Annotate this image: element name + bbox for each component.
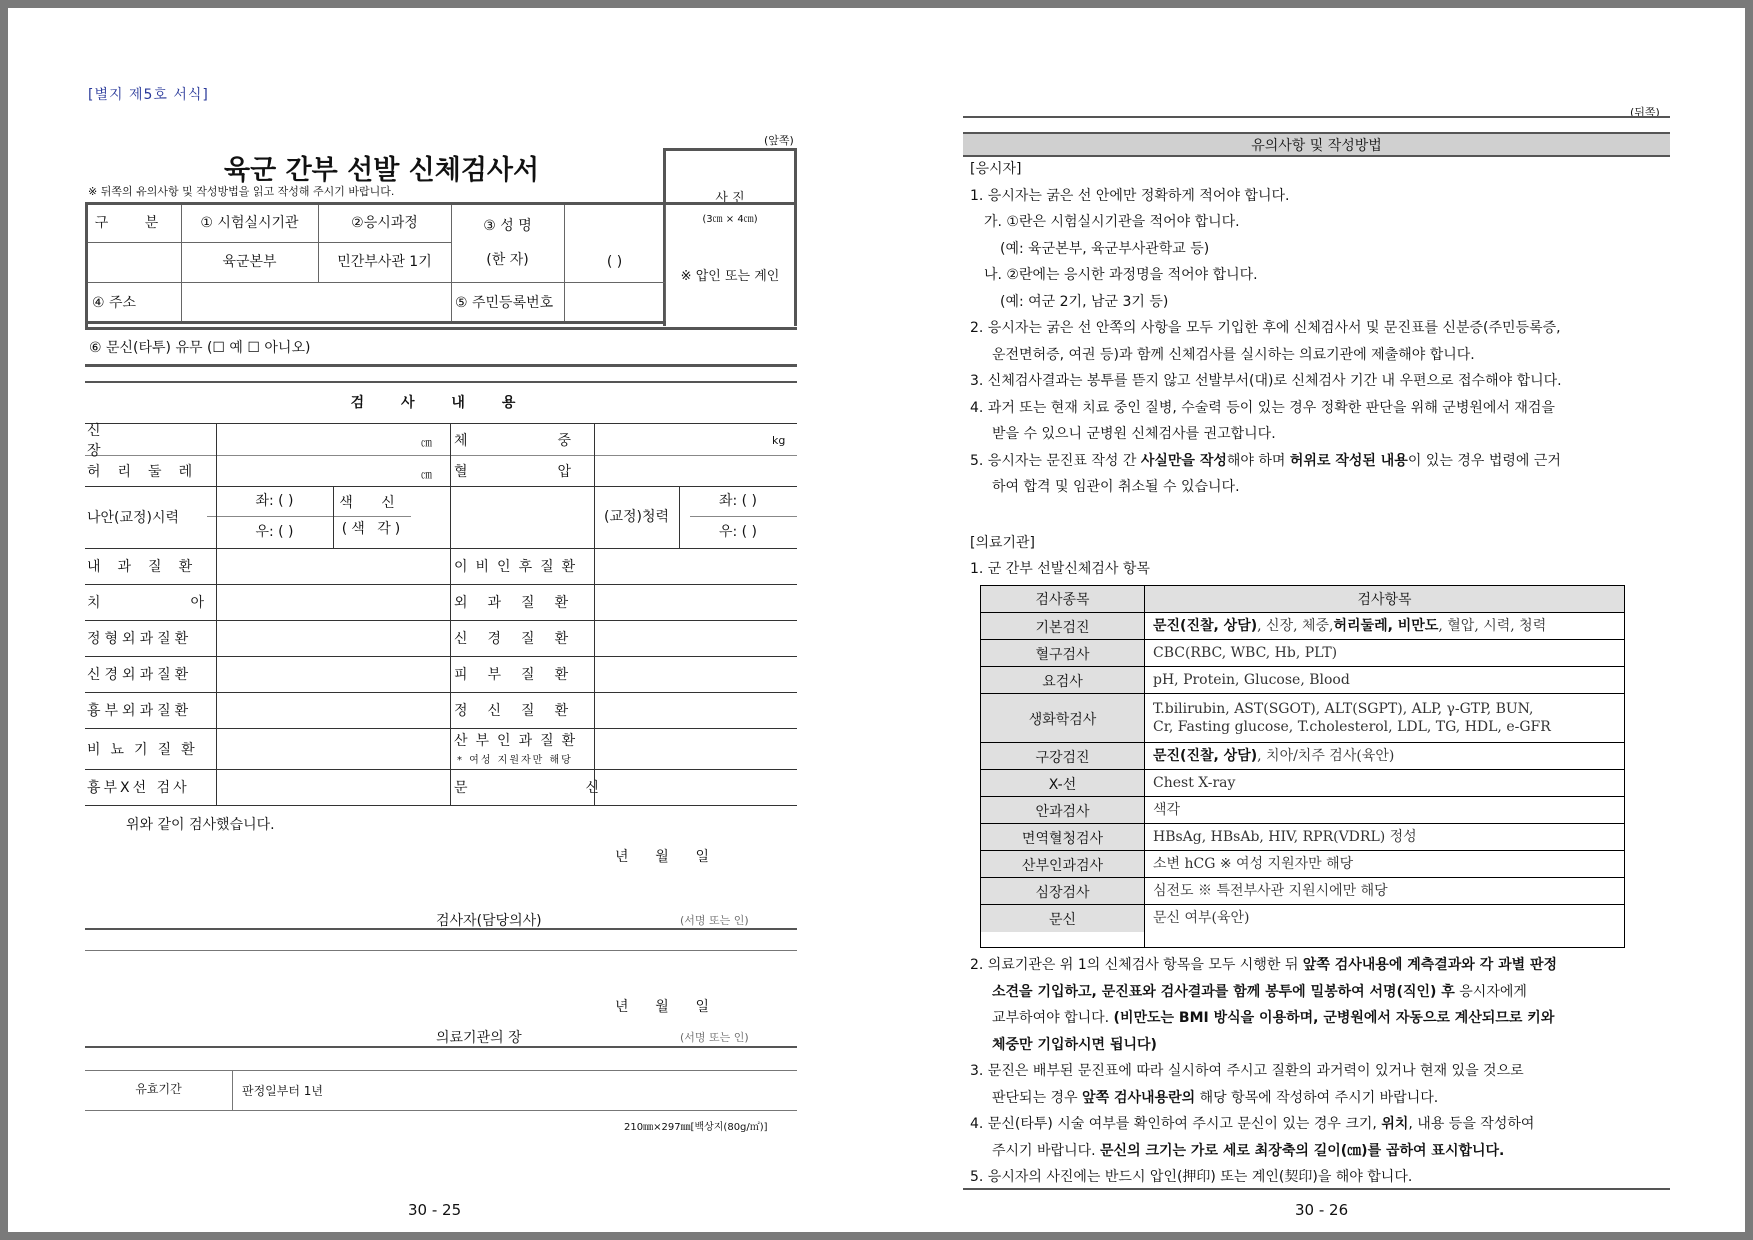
table-row: 산부인과검사 소변 hCG ※ 여성 지원자만 해당 <box>981 850 1624 878</box>
page-side-back: (뒤쪽) <box>1630 106 1660 119</box>
vision-label: 나안(교정)시력 <box>87 510 180 526</box>
institution-value[interactable]: 육군본부 <box>222 253 277 270</box>
applicant-notes <box>970 156 1670 501</box>
document-sheet <box>8 8 1745 1232</box>
note-a1a: 가. ①란은 시험실시기관을 적어야 합니다. <box>984 214 1240 230</box>
table-row: 혈구검사 CBC(RBC, WBC, Hb, PLT) <box>981 639 1624 667</box>
uro-label: 비뇨기질환 <box>87 741 205 758</box>
thoracic-label: 흉부외과질환 <box>87 703 193 719</box>
date-line-2[interactable]: 년 월 일 <box>615 999 709 1015</box>
note-a5-line1: 5. 응시자는 문진표 작성 간 사실만을 작성해야 하며 허위로 작성된 내용이 있는 경우 법령에 근거 <box>970 452 1561 469</box>
address-label: ④ 주소 <box>92 294 137 311</box>
xray-label: 흉부X선 검사 <box>87 780 190 796</box>
note-m2-line1: 2. 의료기관은 위 1의 신체검사 항목을 모두 시행한 뒤 앞쪽 검사내용에 계측결과와 각 과별 판정 <box>970 957 1558 973</box>
note-a2-line2: 운전면허증, 여권 등)과 함께 신체검사를 실시하는 의료기관에 제출해야 합니다. <box>992 346 1475 363</box>
note-m2-line2: 소견을 기입하고, 문진표와 검사결과를 함께 봉투에 밀봉하여 서명(직인) 후 응시자에게 <box>992 983 1527 1000</box>
note-m2-line3: 교부하여야 합니다. (비만도는 BMI 방식을 이용하며, 군병원에서 자동으로 계산되므로 키와 <box>992 1010 1555 1026</box>
ent-label: 이비인후질환 <box>454 559 584 575</box>
note-m3-line1: 3. 문진은 배부된 문진표에 따라 실시하여 주시고 질환의 과거력이 있거나 현재 있을 것으로 <box>970 1063 1524 1079</box>
note-a3: 3. 신체검사결과는 봉투를 뜯지 않고 선발부서(대)로 신체검사 기간 내 우편으로 접수해야 합니다. <box>970 373 1562 389</box>
exam-items-table <box>980 585 1625 948</box>
table-row: 기본검진 문진(진찰, 상담) , 신장, 체중, 허리둘레, 비만도 , 혈압, 시력, 청력 <box>981 612 1624 640</box>
validity-value: 판정일부터 1년 <box>242 1083 324 1098</box>
internal-label: 내과질환 <box>87 559 210 575</box>
hanja-header: (한 자) <box>486 251 529 268</box>
table-header-items: 검사항목 <box>1145 586 1624 612</box>
neurosurg-label: 신경외과질환 <box>87 667 193 683</box>
form-number: [별지 제5호 서식] <box>88 87 209 103</box>
examiner-sign[interactable]: (서명 또는 인) <box>680 914 749 927</box>
table-row: 구강검진 문진(진찰, 상담) , 치아/치주 검사(육안) <box>981 742 1624 770</box>
note-a5-line2: 하여 합격 및 임관이 취소될 수 있습니다. <box>992 479 1240 495</box>
tattoo-presence-row[interactable]: ⑥ 문신(타투) 유무 (☐ 예 ☐ 아니오) <box>89 340 311 356</box>
form-title: 육군 간부 선발 신체검사서 <box>224 155 540 186</box>
table-row: 심장검사 심전도 ※ 특전부사관 지원시에만 해당 <box>981 877 1624 905</box>
dental-label: 치아 <box>87 595 295 611</box>
note-m5: 5. 응시자의 사진에는 반드시 압인(押印) 또는 계인(契印)을 해야 합니다. <box>970 1169 1413 1185</box>
bp-label: 혈압 <box>454 463 662 480</box>
vision-right[interactable]: 우: ( ) <box>255 523 294 540</box>
director-sign[interactable]: (서명 또는 인) <box>680 1031 749 1044</box>
waist-label: 허리둘레 <box>87 463 210 480</box>
height-label: 신장 <box>87 422 191 459</box>
div-header: 구 분 <box>94 215 175 232</box>
ortho-label: 정형외과질환 <box>87 631 193 647</box>
exam-section-title: 검 사 내 용 <box>350 394 532 411</box>
note-m2-line4: 체중만 기입하시면 됩니다) <box>992 1036 1157 1053</box>
hanja-field[interactable]: ( ) <box>606 253 623 270</box>
table-row: 생화학검사 T.bilirubin, AST(SGOT), ALT(SGPT), ALP, γ-GTP, BUN, Cr, Fasting glucose, T.cholesterol, LDL, TG, HDL, e-GFR <box>981 693 1624 743</box>
form-notice: ※ 뒤쪽의 유의사항 및 작성방법을 읽고 작성해 주시기 바랍니다. <box>88 185 395 198</box>
hearing-left[interactable]: 좌: ( ) <box>718 492 758 509</box>
photo-label: 사 진 <box>715 191 745 206</box>
waist-unit: ㎝ <box>421 468 432 481</box>
note-a2-line1: 2. 응시자는 굵은 선 안쪽의 사항을 모두 기입한 후에 신체검사서 및 문진표를 신분증(주민등록증, <box>970 320 1561 336</box>
psych-label: 정신질환 <box>454 703 589 719</box>
table-row: X-선 Chest X-ray <box>981 769 1624 797</box>
applicant-form-table <box>85 202 797 330</box>
note-a4-line1: 4. 과거 또는 현재 치료 중인 질병, 수술력 등이 있는 경우 정확한 판단을 위해 군병원에서 재검을 <box>970 399 1555 416</box>
table-row: 안과검사 색각 <box>981 796 1624 824</box>
note-m3-line2: 판단되는 경우 앞쪽 검사내용란의 해당 항목에 작성하여 주시기 바랍니다. <box>992 1089 1439 1106</box>
note-m1: 1. 군 간부 선발신체검사 항목 <box>970 561 1150 577</box>
exam-table <box>85 423 797 806</box>
note-a4-line2: 받을 수 있으니 군병원 신체검사를 권고합니다. <box>992 426 1276 442</box>
medical-title: [의료기관] <box>970 535 1036 551</box>
applicant-title: [응시자] <box>970 161 1022 177</box>
rrn-label: ⑤ 주민등록번호 <box>455 294 554 311</box>
color-sense-label: 색 신 <box>339 494 407 511</box>
director-label: 의료기관의 장 <box>436 1030 522 1046</box>
hearing-right[interactable]: 우: ( ) <box>718 523 758 540</box>
validity-label: 유효기간 <box>135 1082 182 1097</box>
weight-unit: kg <box>772 434 786 447</box>
table-row: 문신 문신 여부(육안) <box>981 904 1624 932</box>
obgyn-note: * 여성 지원자만 해당 <box>457 754 573 766</box>
color-sense-sub: (색 각) <box>341 520 405 537</box>
page-number-left: 30 - 25 <box>408 1201 462 1219</box>
checked-statement: 위와 같이 검사했습니다. <box>126 817 275 833</box>
name-header: ③ 성 명 <box>483 217 532 234</box>
photo-note: ※ 압인 또는 계인 <box>680 269 780 284</box>
height-unit: ㎝ <box>421 436 432 449</box>
hearing-label: (교정)청력 <box>603 508 670 525</box>
neuro-label: 신경질환 <box>454 631 589 647</box>
tattoo-exam-label: 문신 <box>454 780 718 796</box>
table-row: 면역혈청검사 HBsAg, HBsAb, HIV, RPR(VDRL) 정성 <box>981 823 1624 851</box>
table-header-category: 검사종목 <box>981 586 1144 612</box>
medical-notes <box>970 952 1670 1191</box>
note-a1b: 나. ②란에는 응시한 과정명을 적어야 합니다. <box>984 267 1258 283</box>
course-value[interactable]: 민간부사관 1기 <box>337 253 432 270</box>
note-a1b-example: (예: 여군 2기, 남군 3기 등) <box>1000 293 1169 310</box>
notes-header-text: 유의사항 및 작성방법 <box>1251 137 1382 154</box>
note-m4-line2: 주시기 바랍니다. 문신의 크기는 가로 세로 최장축의 길이(㎝)를 곱하여 표시합니다. <box>992 1142 1505 1159</box>
note-a1a-example: (예: 육군본부, 육군부사관학교 등) <box>1000 240 1210 257</box>
table-row: 요검사 pH, Protein, Glucose, Blood <box>981 666 1624 694</box>
course-header: ②응시과정 <box>351 215 418 232</box>
date-line-1[interactable]: 년 월 일 <box>615 849 709 865</box>
paper-spec: 210㎜×297㎜[백상지(80g/㎡)] <box>624 1122 768 1133</box>
skin-label: 피부질환 <box>454 667 589 683</box>
obgyn-label: 산부인과질환 <box>454 733 584 749</box>
examiner-label: 검사자(담당의사) <box>436 913 542 929</box>
institution-header: ① 시험실시기관 <box>200 215 299 232</box>
note-m4-line1: 4. 문신(타투) 시술 여부를 확인하여 주시고 문신이 있는 경우 크기, 위치, 내용 등을 작성하여 <box>970 1116 1535 1132</box>
notes-header <box>963 132 1670 157</box>
note-a1: 1. 응시자는 굵은 선 안에만 정확하게 적어야 합니다. <box>970 187 1290 204</box>
surgery-label: 외과질환 <box>454 595 589 611</box>
page-side-front: (앞쪽) <box>764 134 794 147</box>
vision-left[interactable]: 좌: ( ) <box>255 492 294 509</box>
photo-size: (3㎝ × 4㎝) <box>702 214 758 225</box>
weight-label: 체중 <box>454 432 662 449</box>
page-number-right: 30 - 26 <box>1295 1201 1349 1219</box>
